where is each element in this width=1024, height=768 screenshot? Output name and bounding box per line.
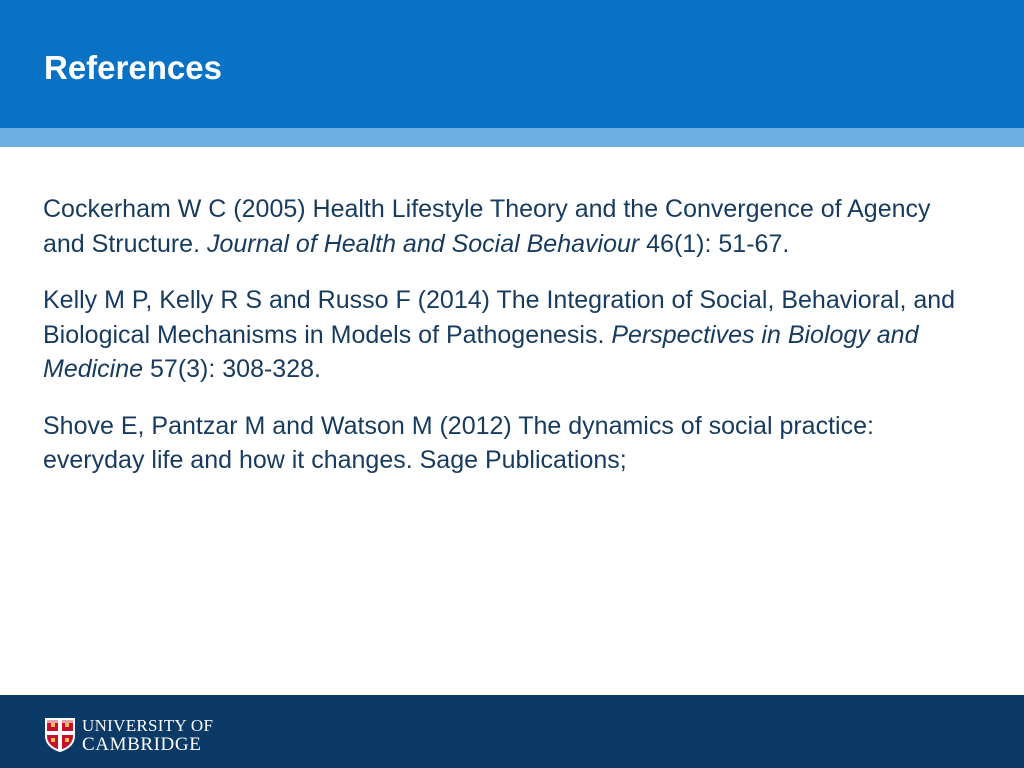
reference-citation: 46(1): 51-67. (639, 229, 790, 258)
journal-title: Perspectives in Biology and Medicine (43, 320, 919, 383)
reference-item (43, 192, 973, 261)
reference-text: Cockerham W C (2005) Health Lifestyle Theory and the Convergence of Agency and Structure. (43, 195, 931, 258)
reference-item (43, 283, 973, 387)
logo-line-1: UNIVERSITY OF (82, 716, 214, 735)
header-bar (0, 0, 1024, 128)
page-title: References (44, 49, 222, 86)
university-crest-icon (44, 717, 76, 753)
journal-title: Journal of Health and Social Behaviour (206, 229, 640, 258)
header-stripe (0, 128, 1024, 147)
logo-line-2: CAMBRIDGE (82, 734, 202, 755)
university-logo (44, 716, 213, 754)
logo-text (82, 716, 213, 754)
reference-item (43, 409, 973, 478)
reference-citation: 57(3): 308-328. (143, 355, 321, 383)
reference-text: Kelly M P, Kelly R S and Russo F (2014) The Integration of Social, Behavioral, and Biological Mechanisms in Models of Pathogenesis. (43, 286, 956, 349)
reference-text: Shove E, Pantzar M and Watson M (2012) The dynamics of social practice: everyday life and how it changes. Sage Publications; (43, 411, 874, 474)
reference-list (43, 192, 973, 500)
